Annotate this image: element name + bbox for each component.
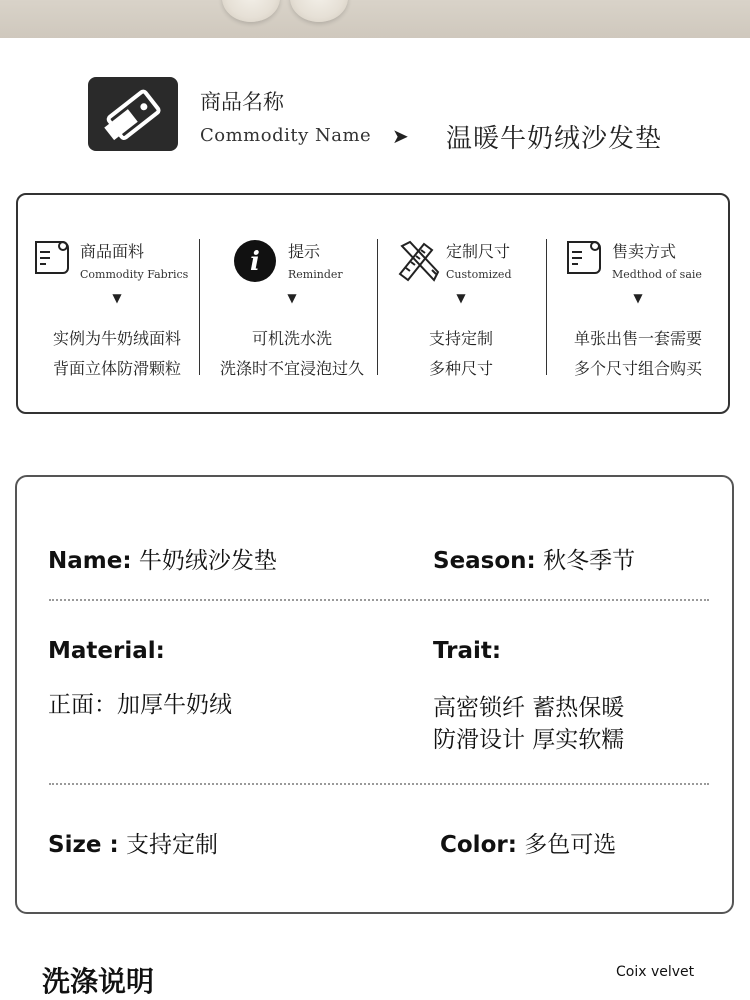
info-title: 定制尺寸 — [446, 242, 511, 261]
brand-label: Coix velvet — [616, 964, 695, 980]
triangle-down-icon: ▼ — [456, 291, 466, 305]
info-line: 可机洗水洗 — [251, 329, 332, 348]
info-line: 支持定制 — [428, 329, 493, 348]
spec-trait-line-2: 防滑设计 厚实软糯 — [433, 727, 625, 753]
info-subtitle: Customized — [446, 268, 512, 281]
fabric-roll-icon — [564, 238, 604, 280]
arrow-right-icon: ➤ — [392, 124, 409, 148]
spec-color — [440, 826, 616, 859]
info-title: 提示 — [288, 242, 321, 261]
spec-color-label: Color: — [440, 832, 517, 858]
info-column-reminder — [210, 195, 374, 412]
spec-material-label-text: Material: — [48, 638, 165, 664]
spec-season-label: Season: — [433, 548, 536, 574]
info-circle-icon — [232, 238, 278, 288]
spec-trait-label-text: Trait: — [433, 638, 502, 664]
commodity-name-value: 温暖牛奶绒沙发垫 — [446, 124, 663, 154]
info-line: 背面立体防滑颗粒 — [52, 359, 181, 378]
price-tag-icon — [88, 77, 178, 151]
commodity-label-en: Commodity Name — [200, 125, 372, 146]
spec-material-label — [48, 638, 165, 664]
info-line: 多种尺寸 — [428, 359, 493, 378]
spec-trait-line-1: 高密锁纤 蓄热保暖 — [433, 695, 625, 721]
info-panel — [16, 193, 730, 414]
fabric-roll-icon — [32, 238, 72, 280]
spec-name-value: 牛奶绒沙发垫 — [138, 548, 277, 574]
ruler-pencil-icon — [396, 238, 442, 286]
info-subtitle: Reminder — [288, 268, 343, 281]
info-line: 洗涤时不宜浸泡过久 — [219, 359, 364, 378]
spec-size — [48, 826, 218, 859]
spec-size-label: Size : — [48, 832, 119, 858]
cushion-ball-right — [290, 0, 348, 22]
info-line: 实例为牛奶绒面料 — [52, 329, 181, 348]
dotted-divider — [49, 783, 709, 785]
info-subtitle: Commodity Fabrics — [80, 268, 189, 281]
spec-color-value: 多色可选 — [524, 832, 617, 858]
spec-name — [48, 542, 277, 575]
info-column-fabrics — [32, 195, 202, 412]
product-photo-strip — [0, 0, 750, 38]
info-title: 商品面料 — [80, 242, 145, 261]
spec-trait-label — [433, 638, 501, 664]
info-line: 多个尺寸组合购买 — [573, 359, 702, 378]
commodity-label-cn: 商品名称 — [200, 90, 284, 114]
dotted-divider — [49, 599, 709, 601]
spec-material-value: 正面：加厚牛奶绒 — [48, 692, 232, 718]
washing-instructions-title: 洗涤说明 — [42, 965, 155, 998]
column-divider — [377, 239, 378, 375]
info-column-sale-method — [564, 195, 712, 412]
spec-season — [433, 542, 635, 575]
spec-name-label: Name: — [48, 548, 132, 574]
info-column-customized — [386, 195, 536, 412]
info-line: 单张出售一套需要 — [573, 329, 702, 348]
spec-size-value: 支持定制 — [125, 832, 218, 858]
info-title: 售卖方式 — [612, 242, 677, 261]
spec-season-value: 秋冬季节 — [543, 548, 636, 574]
triangle-down-icon: ▼ — [633, 291, 643, 305]
svg-text:i: i — [250, 247, 260, 277]
triangle-down-icon: ▼ — [112, 291, 122, 305]
column-divider — [199, 239, 200, 375]
info-subtitle: Medthod of saie — [612, 268, 702, 281]
column-divider — [546, 239, 547, 375]
cushion-ball-left — [222, 0, 280, 22]
triangle-down-icon: ▼ — [287, 291, 297, 305]
spec-panel — [15, 475, 734, 914]
